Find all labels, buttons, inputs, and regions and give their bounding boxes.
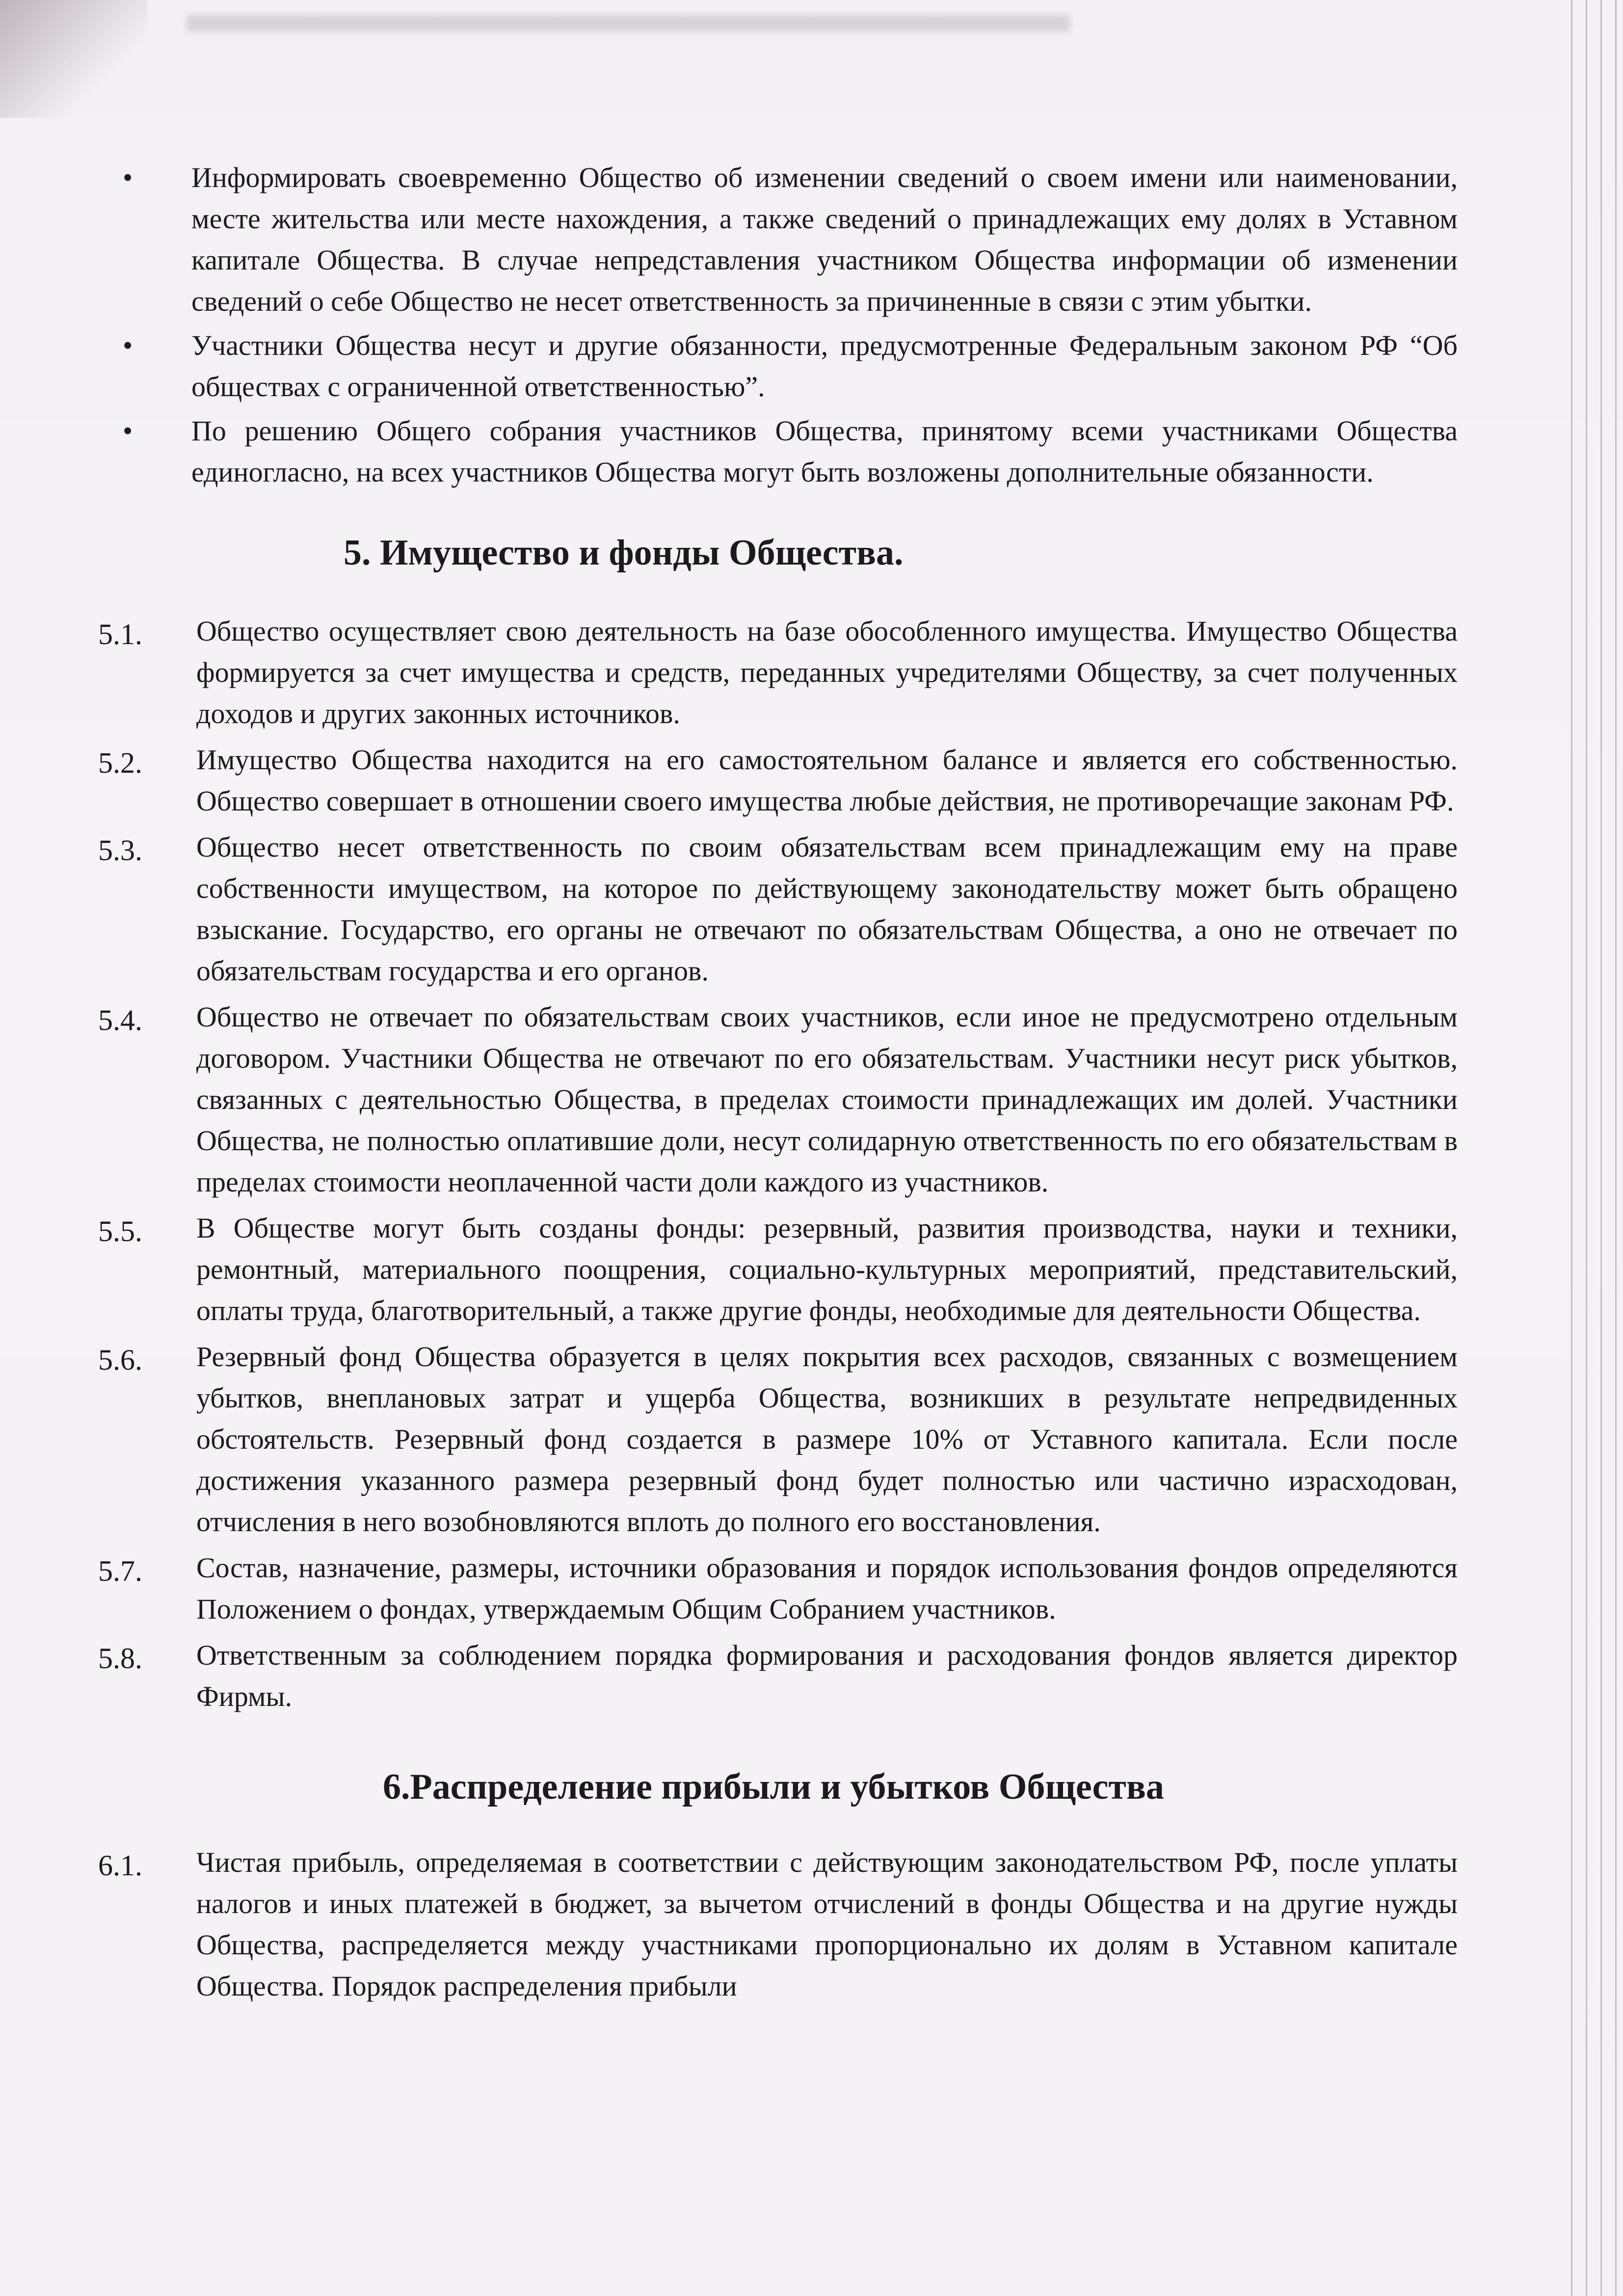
section-5-heading: 5. Имущество и фонды Общества. — [344, 533, 904, 573]
bullet-icon: • — [123, 162, 133, 193]
clause-number: 5.1. — [98, 618, 142, 650]
clause-5-7 — [98, 1547, 1458, 1630]
clause-5-3 — [98, 827, 1458, 992]
page-fold-shadow — [0, 0, 147, 118]
bullet-item — [113, 410, 1458, 493]
section-6-heading: 6.Распределение прибыли и убытков Общества — [383, 1767, 1164, 1807]
bullet-item — [113, 325, 1458, 407]
bullet-text: Участники Общества несут и другие обязанности, предусмотренные Федеральным законом РФ “Об обществах с ограниченной ответственностью”. — [191, 329, 1458, 403]
bullet-text: Информировать своевременно Общество об изменении сведений о своем имени или наименовании, месте жительства или месте нахождения, а также сведений о принадлежащих ему долях в Уставном капитале Общества. В случае непредставления участником Общества информации об изменении сведений о себе Общество не несет ответственность за причиненные в связи с этим убытки. — [191, 162, 1458, 317]
clause-number: 5.3. — [98, 834, 142, 866]
clause-text: В Обществе могут быть созданы фонды: резервный, развития производства, науки и техники, ремонтный, материального поощрения, социально-культурных мероприятий, представительский, оплаты труда, благотворительный, а также другие фонды, необходимые для деятельности Общества. — [196, 1212, 1458, 1326]
section-6-list — [98, 1842, 1458, 2007]
bullet-icon: • — [123, 415, 133, 447]
clause-text: Чистая прибыль, определяемая в соответствии с действующим законодательством РФ, после уплаты налогов и иных платежей в бюджет, за вычетом отчислений в фонды Общества и на другие нужды Общества, распределяется между участниками пропорционально их долям в Уставном капитале Общества. Порядок распределения прибыли — [196, 1846, 1458, 2002]
clause-number: 5.4. — [98, 1004, 142, 1036]
clause-5-2 — [98, 739, 1458, 822]
clause-5-4 — [98, 997, 1458, 1203]
top-bleed-through — [186, 15, 1070, 31]
clause-text: Общество несет ответственность по своим обязательствам всем принадлежащим ему на праве собственности имуществом, на которое по действующему законодательству может быть обращено взыскание. Государство, его органы не отвечают по обязательствам Общества, а оно не отвечает по обязательствам государства и его органов. — [196, 831, 1458, 987]
page-stack-edge — [1564, 0, 1623, 2296]
clause-text: Резервный фонд Общества образуется в целях покрытия всех расходов, связанных с возмещением убытков, внеплановых затрат и ущерба Общества, возникших в результате непредвиденных обстоятельств. Резервный фонд создается в размере 10% от Уставного капитала. Если после достижения указанного размера резервный фонд будет полностью или частично израсходован, отчисления в него возобновляются вплоть до полного его восстановления. — [196, 1341, 1458, 1538]
bullet-icon: • — [123, 329, 133, 361]
clause-number: 5.6. — [98, 1344, 142, 1376]
clause-number: 5.5. — [98, 1215, 142, 1247]
bullet-text: По решению Общего собрания участников Общества, принятому всеми участниками Общества единогласно, на всех участников Общества могут быть возложены дополнительные обязанности. — [191, 415, 1458, 488]
section-5-list — [98, 611, 1458, 1717]
clause-text: Состав, назначение, размеры, источники образования и порядок использования фондов определяются Положением о фондах, утверждаемым Общим Собранием участников. — [196, 1552, 1458, 1625]
clause-number: 5.7. — [98, 1555, 142, 1587]
clause-5-8 — [98, 1635, 1458, 1717]
clause-text: Общество осуществляет свою деятельность на базе обособленного имущества. Имущество Общества формируется за счет имущества и средств, переданных учредителями Обществу, за счет полученных доходов и других законных источников. — [196, 615, 1458, 729]
clause-text: Имущество Общества находится на его самостоятельном балансе и является его собственностью. Общество совершает в отношении своего имущества любые действия, не противоречащие законам РФ. — [196, 744, 1458, 817]
clause-number: 6.1. — [98, 1849, 142, 1882]
obligations-bullet-list — [113, 157, 1458, 493]
clause-6-1 — [98, 1842, 1458, 2007]
clause-text: Общество не отвечает по обязательствам своих участников, если иное не предусмотрено отдельным договором. Участники Общества не отвечают по его обязательствам. Участники несут риск убытков, связанных с деятельностью Общества, в пределах стоимости принадлежащих им долей. Участники Общества, не полностью оплатившие доли, несут солидарную ответственность по его обязательствам в пределах стоимости неоплаченной части доли каждого из участников. — [196, 1001, 1458, 1198]
clause-5-6 — [98, 1336, 1458, 1542]
clause-number: 5.2. — [98, 747, 142, 779]
bullet-item — [113, 157, 1458, 322]
document-body — [98, 157, 1458, 2012]
clause-text: Ответственным за соблюдением порядка формирования и расходования фондов является директор Фирмы. — [196, 1639, 1458, 1712]
clause-5-5 — [98, 1208, 1458, 1331]
clause-5-1 — [98, 611, 1458, 734]
clause-number: 5.8. — [98, 1642, 142, 1675]
